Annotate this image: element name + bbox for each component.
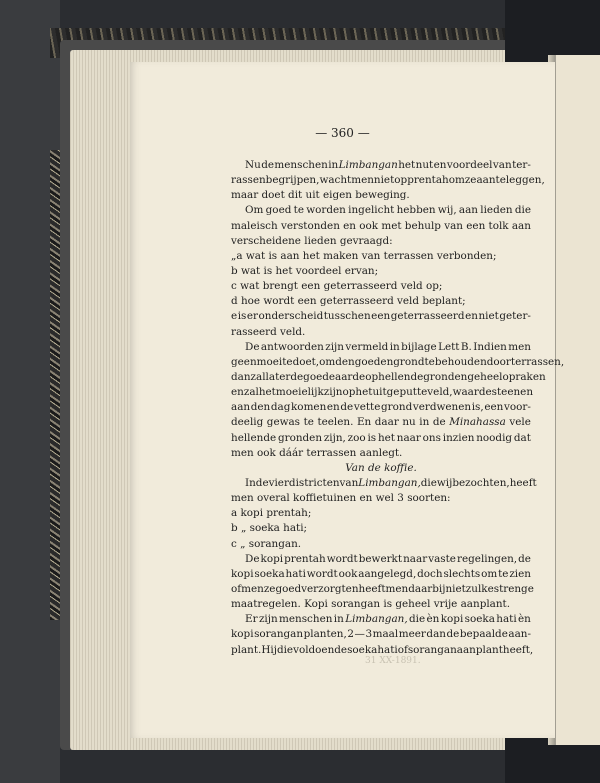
- word: sorangan: [407, 643, 457, 656]
- text-line: [231, 294, 531, 309]
- word: hebben: [396, 204, 436, 217]
- word: niet: [478, 310, 499, 323]
- word: heeft: [358, 582, 386, 595]
- word: De: [245, 552, 260, 565]
- word: noodig: [476, 431, 513, 444]
- word: zulke: [465, 582, 494, 595]
- word: hellende: [378, 370, 424, 383]
- word: Limbangan,: [345, 613, 408, 626]
- word: te: [303, 416, 314, 429]
- word: naar: [403, 552, 428, 565]
- word: naar: [396, 431, 421, 444]
- word: rassen: [231, 174, 266, 187]
- word: voor-: [503, 401, 531, 414]
- word: kopi: [260, 552, 284, 565]
- word: den: [250, 401, 271, 414]
- text-line: [231, 476, 537, 491]
- word: kopi: [231, 567, 254, 580]
- word: ons: [422, 431, 441, 444]
- text-line: [231, 264, 531, 279]
- word: goeden: [354, 355, 394, 368]
- word: verscheidene lieden gevraagd:: [231, 234, 393, 247]
- word: begrijpen,: [265, 174, 320, 187]
- word: voldoende: [293, 643, 348, 656]
- word: tolk: [488, 219, 509, 232]
- word: menschen: [279, 613, 333, 626]
- text-line: [231, 461, 531, 476]
- word: heeft,: [502, 643, 534, 656]
- word: aan: [231, 401, 251, 414]
- word: Nu: [245, 159, 261, 171]
- word: èn: [518, 613, 531, 626]
- text-line: [231, 234, 531, 249]
- word: lieden: [480, 204, 513, 217]
- word: die: [276, 643, 294, 656]
- word: en: [465, 310, 478, 323]
- word: veld,: [427, 386, 453, 399]
- word: aan-: [508, 628, 531, 641]
- word: te: [293, 204, 304, 217]
- word: uitgeputte: [372, 386, 428, 399]
- word: kopi: [231, 628, 254, 641]
- word: meer: [398, 628, 426, 641]
- word: behulp: [404, 219, 441, 232]
- word: aanteleggen,: [476, 174, 545, 187]
- word: en: [345, 582, 359, 595]
- word: aangelegd,: [358, 567, 417, 580]
- word: planten,: [303, 628, 347, 641]
- word: b wat is het voordeel ervan;: [231, 264, 379, 277]
- word: men: [385, 582, 409, 595]
- word: maleisch: [231, 219, 278, 232]
- word: aarde: [335, 370, 366, 383]
- word: op: [394, 174, 408, 187]
- word: Minahassa: [449, 416, 506, 429]
- text-line: [231, 582, 534, 597]
- word: er: [246, 310, 258, 323]
- word: later: [265, 370, 291, 383]
- text-line: [231, 537, 531, 552]
- word: wordt: [306, 567, 338, 580]
- word: hati: [377, 643, 398, 656]
- word: Limbangan: [338, 159, 398, 171]
- word: vele: [509, 416, 531, 429]
- word: doet,: [292, 355, 320, 368]
- text-line: [231, 597, 531, 612]
- word: vaste: [428, 552, 456, 565]
- word: hellende: [231, 431, 277, 444]
- word: c wat brengt een geterrasseerd veld op;: [231, 280, 443, 293]
- word: bewerkt: [358, 552, 403, 565]
- word: geheel: [467, 370, 503, 383]
- word: heeft: [509, 476, 537, 489]
- word: bepaalde: [459, 628, 508, 641]
- text-line: [231, 325, 531, 340]
- word: grond: [393, 355, 425, 368]
- word: die: [514, 204, 531, 217]
- word: wij: [436, 476, 453, 489]
- word: men ook dáár terrassen aanlegt.: [231, 446, 403, 459]
- word: door: [486, 355, 511, 368]
- word: de: [290, 370, 304, 383]
- word: nut: [415, 159, 434, 171]
- word: Indien: [473, 340, 507, 353]
- text-line: [231, 203, 531, 218]
- word: het: [355, 386, 373, 399]
- word: de: [432, 416, 446, 429]
- word: antwoorden: [260, 340, 324, 353]
- text-line: [231, 506, 531, 521]
- text-line: [231, 446, 531, 461]
- word: daarbij: [408, 582, 446, 595]
- word: „a wat is aan het maken van terrassen verbonden;: [231, 249, 497, 262]
- word: waar: [452, 386, 479, 399]
- word: onderscheid: [258, 310, 324, 323]
- word: is: [367, 431, 377, 444]
- word: maatregelen. Kopi sorangan is geheel vrije aanplant.: [231, 598, 511, 611]
- word: is: [237, 310, 247, 323]
- word: ook: [359, 219, 379, 232]
- word: deelig: [231, 416, 264, 429]
- word: geen: [231, 355, 257, 368]
- word: ze: [263, 582, 276, 595]
- word: zal: [243, 386, 259, 399]
- word: a kopi prentah;: [231, 507, 312, 520]
- word: vier: [268, 476, 289, 489]
- word: zien: [509, 567, 531, 580]
- word: doch: [417, 567, 443, 580]
- word: op: [342, 386, 356, 399]
- text-line: [231, 415, 531, 430]
- word: ingelicht: [348, 204, 395, 217]
- text-line: [231, 173, 545, 188]
- word: te: [424, 355, 435, 368]
- word: of: [397, 643, 408, 656]
- word: komen: [291, 401, 327, 414]
- word: het: [398, 159, 416, 171]
- word: dat: [513, 431, 531, 444]
- word: men overal koffietuinen en wel 3 soorten:: [231, 492, 451, 505]
- word: niet: [445, 582, 466, 595]
- word: ook: [338, 567, 358, 580]
- word: gronden: [423, 370, 468, 383]
- word: zijn: [258, 613, 278, 626]
- word: vette: [353, 401, 381, 414]
- word: slechts: [443, 567, 481, 580]
- word: kopi: [440, 613, 464, 626]
- word: en: [343, 219, 356, 232]
- word: Hij: [261, 643, 277, 656]
- word: men: [241, 582, 264, 595]
- word: in: [389, 340, 400, 353]
- word: verzorgt: [301, 582, 346, 595]
- word: moeielijk: [275, 386, 324, 399]
- word: hati: [285, 567, 306, 580]
- word: sorangan: [254, 628, 304, 641]
- word: is,: [471, 401, 484, 414]
- word: gronden: [277, 431, 323, 444]
- text-line: [231, 385, 534, 400]
- word: tusschen: [323, 310, 371, 323]
- text-line: [231, 279, 531, 294]
- word: de: [340, 401, 354, 414]
- text-line: [231, 491, 531, 506]
- word: plant.: [231, 643, 262, 656]
- word: De: [245, 340, 260, 353]
- word: men: [351, 174, 374, 187]
- word: voordeel: [446, 159, 493, 171]
- word: zoo: [347, 431, 366, 444]
- bleed-through-text: 31 XX-1891.: [365, 656, 421, 666]
- word: de: [478, 386, 492, 399]
- page-number: — 360 —: [315, 126, 370, 140]
- word: verdwenen: [412, 401, 472, 414]
- word: in: [419, 416, 430, 429]
- word: goed: [275, 582, 302, 595]
- word: grond: [381, 401, 413, 414]
- word: bezochten,: [452, 476, 510, 489]
- word: strenge: [493, 582, 534, 595]
- word: Van de koffie.: [345, 461, 417, 474]
- word: van: [492, 159, 512, 171]
- word: men: [508, 340, 531, 353]
- word: districten: [288, 476, 340, 489]
- text-line: [231, 431, 531, 446]
- word: B.: [460, 340, 472, 353]
- text-line: [231, 309, 531, 324]
- word: regelingen,: [457, 552, 518, 565]
- word: soeka: [347, 643, 378, 656]
- text-line: [231, 521, 531, 536]
- word: menschen: [274, 159, 328, 171]
- word: niet: [373, 174, 395, 187]
- word: wordt: [326, 552, 358, 565]
- word: wij,: [437, 204, 457, 217]
- word: de: [518, 552, 531, 565]
- word: in: [333, 613, 344, 626]
- word: Limbangan,: [358, 476, 421, 489]
- word: een: [371, 310, 391, 323]
- book-page: [130, 62, 565, 738]
- word: In: [245, 476, 256, 489]
- word: met: [381, 219, 402, 232]
- text-line: [231, 370, 546, 385]
- word: den: [335, 355, 355, 368]
- text-line: [231, 567, 531, 582]
- word: aan: [511, 219, 531, 232]
- word: èn: [426, 613, 440, 626]
- word: zijn: [325, 340, 344, 353]
- word: soeka: [254, 567, 285, 580]
- word: 3: [365, 628, 373, 641]
- word: goede: [303, 370, 336, 383]
- word: 2: [347, 628, 354, 641]
- word: b „ soeka hati;: [231, 522, 308, 535]
- word: de: [261, 159, 275, 171]
- word: en: [433, 159, 447, 171]
- word: terrassen,: [510, 355, 565, 368]
- word: om: [481, 567, 498, 580]
- word: dan: [231, 370, 251, 383]
- word: maar doet dit uit eigen beweging.: [231, 189, 410, 202]
- text-line: [231, 552, 531, 567]
- word: zijn: [323, 386, 343, 399]
- text-line: [231, 400, 531, 415]
- word: een: [466, 219, 486, 232]
- body-text: [231, 158, 565, 658]
- word: dag: [270, 401, 291, 414]
- word: geterrasseerd: [390, 310, 465, 323]
- word: Er: [245, 613, 258, 626]
- word: Lett: [438, 340, 460, 353]
- word: in: [328, 159, 339, 171]
- word: ze: [464, 174, 477, 187]
- word: ter-: [512, 159, 531, 171]
- word: prentah: [407, 174, 449, 187]
- text-line: [231, 219, 531, 234]
- word: geter-: [499, 310, 531, 323]
- word: te: [498, 567, 509, 580]
- word: e: [231, 310, 238, 323]
- word: de: [446, 628, 460, 641]
- word: en: [231, 386, 244, 399]
- word: En: [356, 416, 372, 429]
- word: dan: [426, 628, 446, 641]
- word: het: [377, 431, 395, 444]
- word: —: [354, 628, 365, 641]
- word: teelen.: [317, 416, 354, 429]
- word: Om: [245, 204, 264, 217]
- text-line: [231, 355, 565, 370]
- word: inzien: [442, 431, 475, 444]
- word: hati: [496, 613, 517, 626]
- text-line: [231, 249, 531, 264]
- word: zal: [250, 370, 266, 383]
- word: steenen: [491, 386, 534, 399]
- word: gewas: [266, 416, 301, 429]
- word: d hoe wordt een geterrasseerd veld beplant;: [231, 295, 466, 308]
- facing-page-edge: [556, 55, 600, 745]
- word: verstonden: [280, 219, 340, 232]
- word: zijn,: [323, 431, 346, 444]
- word: goed: [265, 204, 292, 217]
- word: wacht: [319, 174, 352, 187]
- text-line: [231, 612, 531, 627]
- word: prentah: [284, 552, 326, 565]
- word: om: [448, 174, 465, 187]
- text-line: [231, 158, 531, 173]
- word: behouden: [434, 355, 487, 368]
- word: vermeld: [345, 340, 389, 353]
- word: nu: [402, 416, 416, 429]
- word: soeka: [464, 613, 495, 626]
- word: van: [339, 476, 359, 489]
- word: moeite: [256, 355, 293, 368]
- word: aan: [458, 204, 478, 217]
- word: om: [319, 355, 336, 368]
- word: op: [365, 370, 379, 383]
- text-line: [231, 340, 531, 355]
- word: en: [326, 401, 340, 414]
- word: aanplant: [456, 643, 503, 656]
- word: opraken: [502, 370, 546, 383]
- word: of: [231, 582, 242, 595]
- text-line: [231, 627, 531, 642]
- word: de: [255, 476, 269, 489]
- word: rasseerd veld.: [231, 325, 306, 338]
- word: die: [409, 613, 426, 626]
- word: van: [444, 219, 463, 232]
- word: daar: [374, 416, 399, 429]
- word: maal: [372, 628, 399, 641]
- word: het: [258, 386, 276, 399]
- word: c „ sorangan.: [231, 537, 302, 550]
- word: een: [484, 401, 504, 414]
- word: worden: [306, 204, 346, 217]
- text-line: [231, 188, 531, 203]
- word: bijlage: [401, 340, 437, 353]
- word: die: [420, 476, 437, 489]
